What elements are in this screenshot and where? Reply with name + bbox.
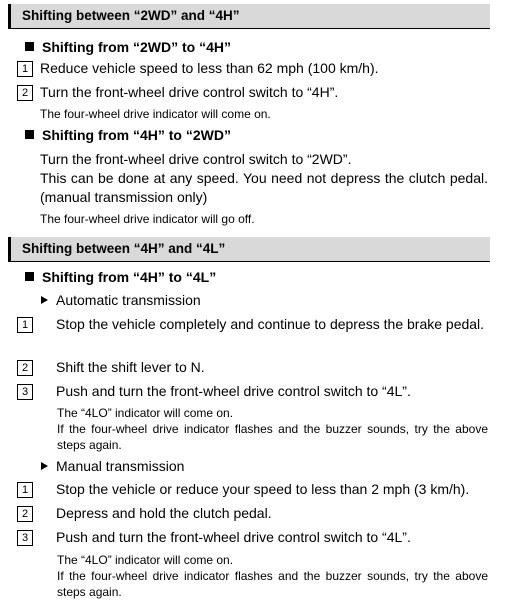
note-text: The “4LO” indicator will come on. (57, 406, 234, 420)
step-number: 1 (17, 61, 33, 77)
step-number: 2 (17, 85, 33, 101)
step-text: Push and turn the front-wheel drive control switch to “4L”. (56, 383, 411, 399)
body-text: This can be done at any speed. You need not depress the clutch pedal. (manual transmission only) (40, 170, 488, 205)
step-text: Shift the shift lever to N. (56, 359, 205, 375)
triangle-bullet-icon (41, 462, 48, 470)
note-text: The “4LO” indicator will come on. (57, 553, 234, 567)
step-text: Stop the vehicle completely and continue to depress the brake pedal. (56, 316, 485, 332)
subheading-4h-to-4l (25, 268, 216, 286)
section-header-2wd-4h: Shifting between “2WD” and “4H” (8, 4, 490, 29)
step-number: 1 (17, 482, 33, 498)
note-text: If the four-wheel drive indicator flashes and the buzzer sounds, try the above steps again. (57, 569, 488, 599)
transmission-label-automatic: Automatic transmission (56, 292, 201, 308)
step-text: Stop the vehicle or reduce your speed to less than 2 mph (3 km/h). (56, 481, 470, 497)
note-text: The four-wheel drive indicator will come on. (40, 107, 271, 121)
step-text: Depress and hold the clutch pedal. (56, 505, 272, 521)
note-text: If the four-wheel drive indicator flashes and the buzzer sounds, try the above steps again. (57, 422, 488, 452)
step-number: 2 (17, 506, 33, 522)
square-bullet-icon (25, 130, 34, 139)
subheading-label: Shifting from “2WD” to “4H” (42, 39, 231, 55)
step-text: Turn the front-wheel drive control switch to “4H”. (40, 84, 339, 100)
subheading-label: Shifting from “4H” to “2WD” (42, 127, 231, 143)
subheading-label: Shifting from “4H” to “4L” (42, 269, 217, 285)
transmission-label-manual: Manual transmission (56, 458, 185, 474)
triangle-bullet-icon (41, 296, 48, 304)
subheading-4h-to-2wd (25, 126, 231, 144)
square-bullet-icon (25, 272, 34, 281)
step-number: 3 (17, 384, 33, 400)
step-text: Reduce vehicle speed to less than 62 mph (100 km/h). (40, 60, 379, 76)
step-number: 3 (17, 530, 33, 546)
step-text: Push and turn the front-wheel drive control switch to “4L”. (56, 529, 411, 545)
body-text: Turn the front-wheel drive control switch to “2WD”. (40, 151, 352, 167)
subheading-2wd-to-4h (25, 38, 231, 56)
note-text: The four-wheel drive indicator will go off. (40, 212, 255, 226)
step-number: 1 (17, 317, 33, 333)
section-header-4h-4l: Shifting between “4H” and “4L” (8, 237, 490, 262)
step-number: 2 (17, 360, 33, 376)
square-bullet-icon (25, 42, 34, 51)
